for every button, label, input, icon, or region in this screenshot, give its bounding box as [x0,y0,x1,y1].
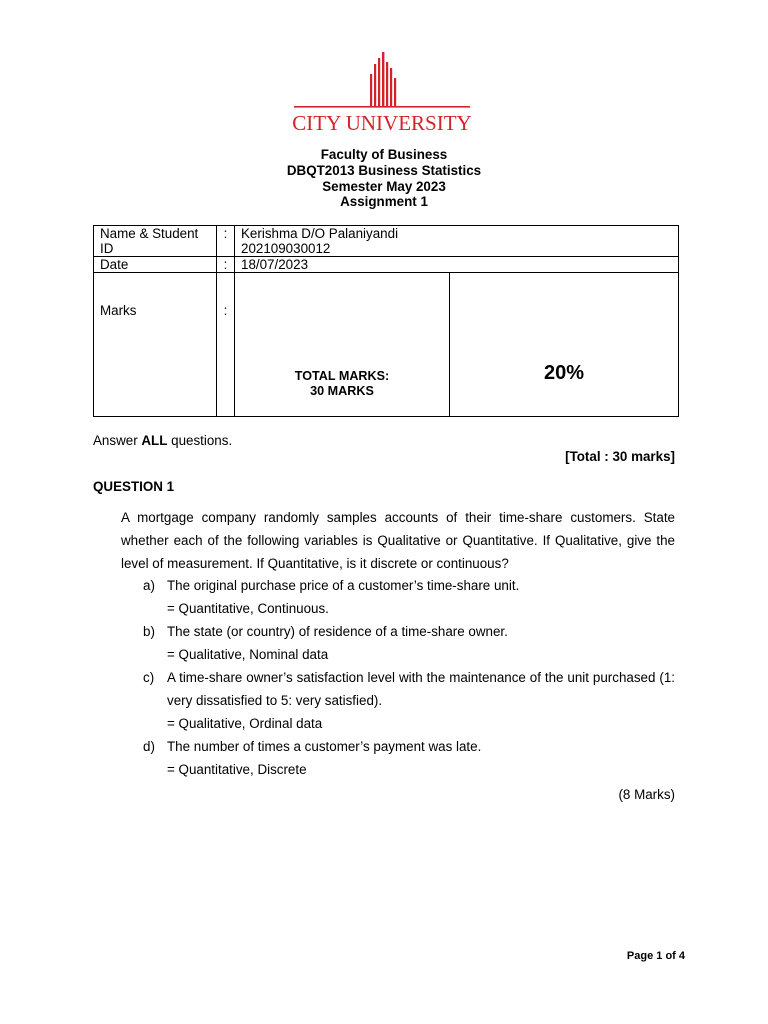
date-label: Date [94,257,217,273]
item-label: a) [143,578,155,593]
total-marks-text [241,369,443,398]
student-info-table [93,225,679,417]
item-label: d) [143,739,155,754]
student-id: 202109030012 [241,241,331,256]
percentage-cell [450,273,679,417]
item-answer-b: = Qualitative, Nominal data [167,647,329,662]
item-text: The state (or country) of residence of a time-share owner. [167,624,508,639]
assignment-heading: Assignment 1 [340,194,428,209]
marks-label-cell [94,273,217,417]
item-answer-a: = Quantitative, Continuous. [167,601,329,616]
total-marks-line1: TOTAL MARKS: [294,369,390,383]
instruction-emphasis: ALL [141,433,168,448]
instruction-prefix: Answer [93,433,142,448]
item-label: b) [143,624,155,639]
marks-colon: : [223,303,228,318]
total-marks-line2: 30 MARKS [310,383,374,398]
university-logo [292,50,472,136]
semester-heading: Semester May 2023 [322,179,446,194]
logo-text: CITY UNIVERSITY [292,111,472,135]
total-marks-cell [235,273,450,417]
marks-colon-cell [217,273,235,417]
name-label: Name & Student ID [94,226,217,257]
date-colon: : [217,257,235,273]
question-item-c [143,667,675,713]
question-item-b [143,621,675,644]
question-item-d [143,736,675,759]
question1-title: QUESTION 1 [93,479,175,494]
item-text: The original purchase price of a customer’s time-share unit. [167,578,520,593]
logo-graphic [292,50,472,136]
question-item-a [143,575,675,598]
item-label: c) [143,670,155,685]
percentage-value: 20% [543,362,585,384]
question1-intro: A mortgage company randomly samples accounts of their time-share customers. State whether each of the following variables is Qualitative or Quantitative. If Qualitative, give the level of measurement. If Quantitative, is it discrete or continuous? [121,510,675,571]
question1-marks: (8 Marks) [618,787,675,802]
faculty-heading: Faculty of Business [320,147,448,162]
marks-label: Marks [100,303,137,318]
name-colon: : [217,226,235,257]
date-value: 18/07/2023 [235,257,679,273]
instruction-suffix: questions. [167,433,233,448]
page-number: Page 1 of 4 [626,950,685,962]
item-text: A time-share owner’s satisfaction level with the maintenance of the unit purchased (1: very dissatisfied to 5: very satisfied). [167,670,675,708]
item-answer-d: = Quantitative, Discrete [167,762,307,777]
item-answer-c: = Qualitative, Ordinal data [167,716,323,731]
item-text: The number of times a customer’s payment was late. [167,739,482,754]
course-heading: DBQT2013 Business Statistics [286,163,482,178]
instruction-line [93,429,232,452]
total-marks-note: [Total : 30 marks] [565,449,675,464]
name-value-cell [235,226,679,257]
student-name: Kerishma D/O Palaniyandi [241,226,399,241]
